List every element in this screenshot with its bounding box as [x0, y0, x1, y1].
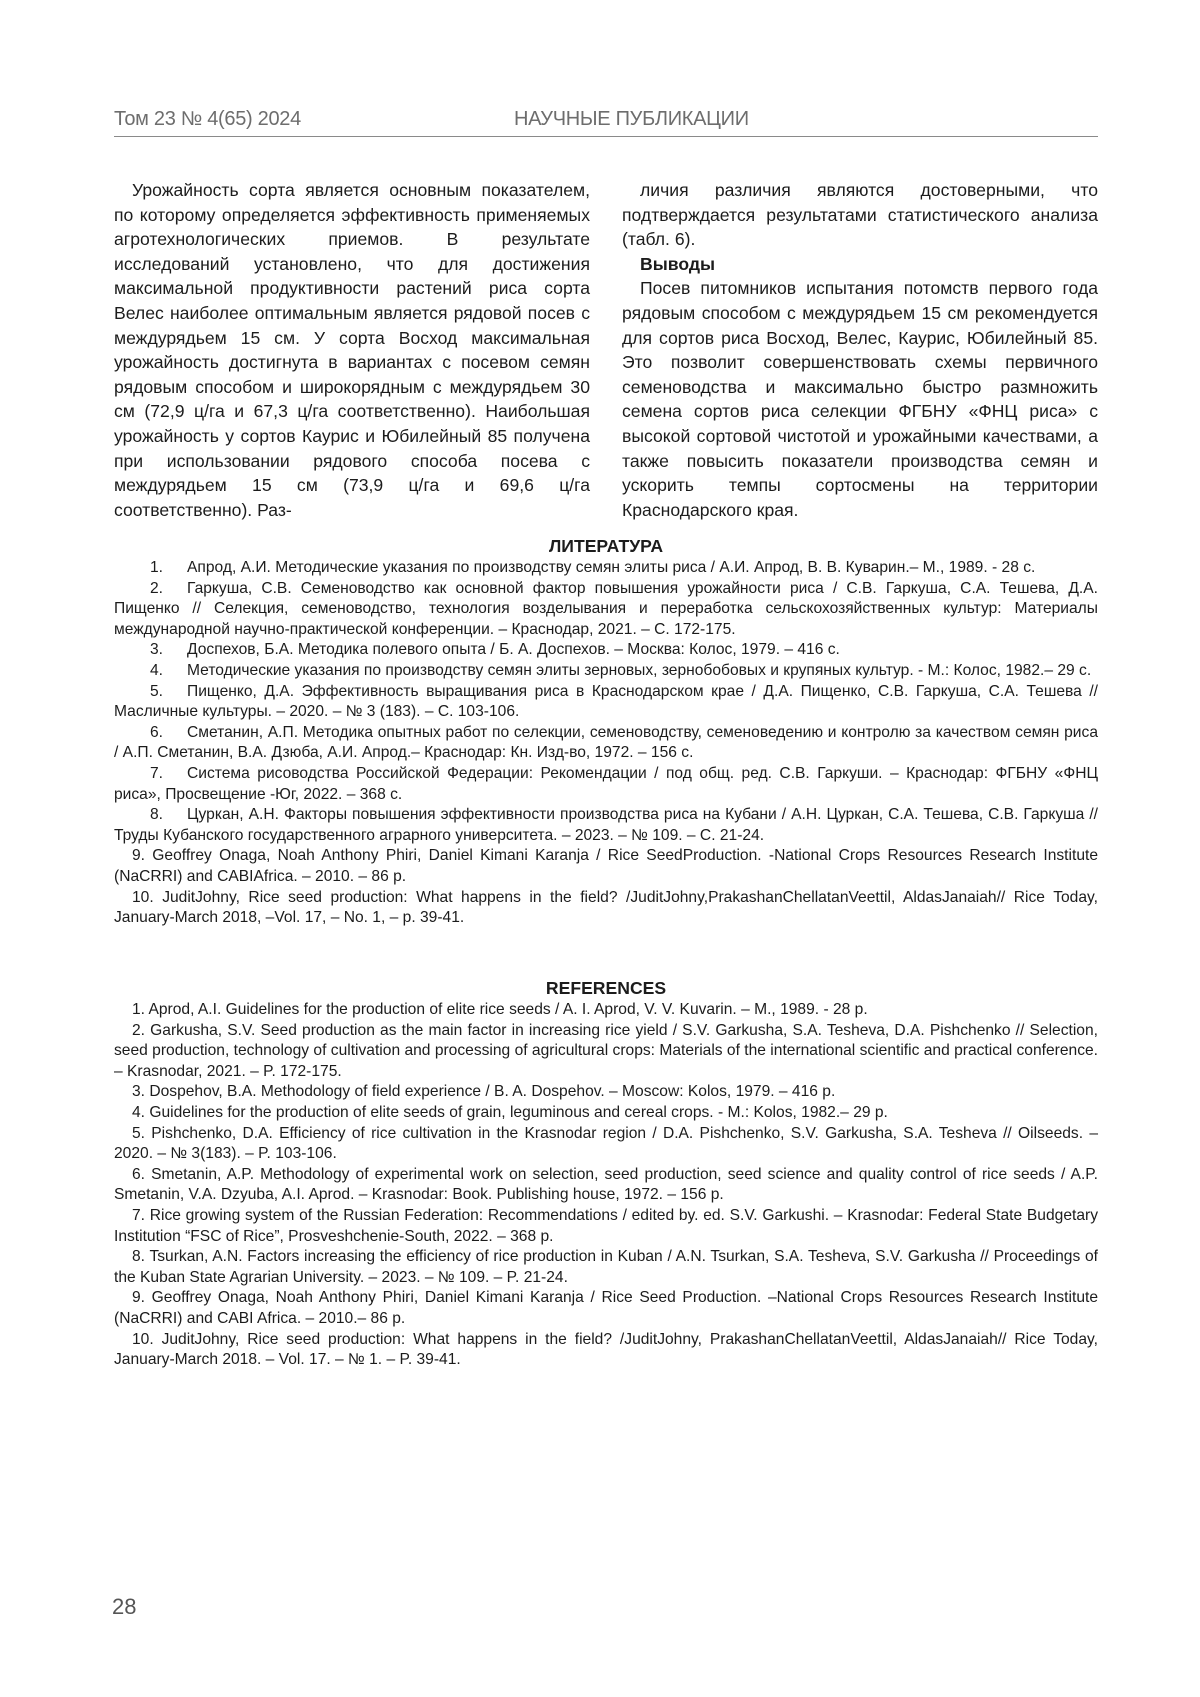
literature-item-number: 2.	[150, 579, 164, 597]
literature-item-text: Гаркуша, С.В. Семеноводство как основной фактор повышения урожайности риса / С.В. Гаркуша, С.А. Тешева, Д.А. Пищенко // Селекция, семеноводство, технология возделывания и переработка сельскохозяйственных культур: Материалы международной научно-практической конференции. – Краснодар, 2021. – С. 172-175.	[114, 579, 1098, 638]
literature-item-number: 6.	[150, 723, 164, 741]
literature-item-text: Сметанин, А.П. Методика опытных работ по селекции, семеноводству, семеноведению и контролю за качеством семян риса / А.П. Сметанин, В.А. Дзюба, А.И. Апрод.– Краснодар: Кн. Изд-во, 1972. – 156 с.	[114, 723, 1098, 762]
reference-item: 1. Aprod, A.I. Guidelines for the production of elite rice seeds / A. I. Aprod, V. V. Kuvarin. – M., 1989. - 28 p.	[132, 1001, 868, 1018]
literature-item-text: Система рисоводства Российской Федерации: Рекомендации / под общ. ред. С.В. Гаркуши. – Краснодар: ФГБНУ «ФНЦ риса», Просвещение -Юг, 2022. – 368 с.	[114, 764, 1098, 803]
literature-item	[114, 579, 1098, 641]
reference-item: 9. Geoffrey Onaga, Noah Anthony Phiri, Daniel Kimani Karanja / Rice Seed Production. –National Crops Resources Research Institute (NaCRRI) and CABI Africa. – 2010.– 86 p.	[114, 1289, 1098, 1327]
yield-paragraph: Урожайность сорта является основным показателем, по которому определяется эффективность применяемых агротехнологических приемов. В результате исследований установлено, что для достижения максимальной продуктивности растений риса сорта Велес наиболее оптимальным является рядовой посев с междурядьем 15 см. У сорта Восход максимальная урожайность достигнута в вариантах с посевом семян рядовым способом и широкорядным с междурядьем 30 см (72,9 ц/га и 67,3 ц/га соответственно). Наибольшая урожайность у сортов Каурис и Юбилейный 85 получена при использовании рядового способа посева с междурядьем 15 см (73,9 ц/га и 69,6 ц/га соответственно). Раз-	[114, 180, 590, 520]
literature-section	[114, 535, 1098, 929]
literature-item	[114, 640, 1098, 661]
literature-item	[114, 846, 1098, 887]
literature-item-text: Цуркан, А.Н. Факторы повышения эффективности производства риса на Кубани / А.Н. Цуркан, С.А. Тешева, С.В. Гаркуша // Труды Кубанского государственного аграрного университета. – 2023. – № 109. – С. 21-24.	[114, 806, 1098, 844]
references-list	[114, 1000, 1098, 1371]
literature-item	[114, 764, 1098, 805]
reference-item: 8. Tsurkan, A.N. Factors increasing the efficiency of rice production in Kuban / A.N. Tsurkan, S.A. Tesheva, S.V. Garkusha // Proceedings of the Kuban State Agrarian University. – 2023. – № 109. – P. 21-24.	[114, 1248, 1098, 1286]
literature-item	[114, 682, 1098, 723]
references-section	[114, 977, 1098, 1371]
literature-heading: ЛИТЕРАТУРА	[548, 536, 664, 556]
literature-item	[114, 558, 1098, 579]
reference-item: 7. Rice growing system of the Russian Federation: Recommendations / edited by. ed. S.V. Garkushi. – Krasnodar: Federal State Budgetary Institution “FSC of Rice”, Prosveshchenie-South, 2022. – 368 p.	[114, 1206, 1098, 1245]
reference-item: 2. Garkusha, S.V. Seed production as the main factor in increasing rice yield / S.V. Garkusha, S.A. Tesheva, D.A. Pishchenko // Selection, seed production, technology of cultivation and processing of agricultural crops: Materials of the international scientific and practical conference. – Krasnodar, 2021. – P. 172-175.	[114, 1021, 1098, 1080]
literature-item-number: 1.	[150, 559, 164, 576]
literature-item	[114, 723, 1098, 764]
reference-item: 10. JuditJohny, Rice seed production: What happens in the field? /JuditJohny, PrakashanChellatanVeettil, AldasJanaiah// Rice Today, January-March 2018. – Vol. 17. – № 1. – P. 39-41.	[114, 1330, 1098, 1369]
journal-section: НАУЧНЫЕ ПУБЛИКАЦИИ	[514, 108, 749, 130]
literature-item-text: Методические указания по производству семян элиты зерновых, зернобобовых и крупяных культур. - М.: Колос, 1982.– 29 с.	[187, 661, 1092, 679]
page-number: 28	[112, 1594, 137, 1619]
literature-item-text: Апрод, А.И. Методические указания по производству семян элиты риса / А.И. Апрод, В. В. Куварин.– М., 1989. - 28 с.	[187, 559, 1036, 576]
literature-item-text: 10. JuditJohny, Rice seed production: What happens in the field? /JuditJohny,PrakashanChellatanVeettil, AldasJanaiah// Rice Today, January-March 2018, –Vol. 17, – No. 1, – p. 39-41.	[114, 888, 1098, 927]
conclusions-heading: Выводы	[640, 253, 716, 274]
literature-item-number: 7.	[150, 764, 164, 782]
reference-item: 4. Guidelines for the production of elite seeds of grain, leguminous and cereal crops. - M.: Kolos, 1982.– 29 p.	[132, 1103, 888, 1121]
reference-item: 5. Pishchenko, D.A. Efficiency of rice cultivation in the Krasnodar region / D.A. Pishchenko, S.V. Garkusha, S.A. Tesheva // Oilseeds. – 2020. – № 3(183). – P. 103-106.	[114, 1124, 1098, 1163]
body-columns	[114, 178, 1098, 522]
conclusions-paragraph: Посев питомников испытания потомств первого года рядовым способом с междурядьем 15 см рекомендуется для сортов риса Восход, Велес, Каурис, Юбилейный 85. Это позволит совершенствовать схемы первичного семеноводства и максимально быстро размножить семена сортов риса селекции ФГБНУ «ФНЦ риса» с высокой сортовой чистотой и урожайными качествами, а также повысить показатели производства семян и ускорить темпы сортосмены на территории Краснодарского края.	[622, 278, 1098, 520]
literature-item-text: 9. Geoffrey Onaga, Noah Anthony Phiri, Daniel Kimani Karanja / Rice SeedProduction. -National Crops Resources Research Institute (NaCRRI) and CABIAfrica. – 2010. – 86 p.	[114, 847, 1098, 885]
literature-list	[114, 558, 1098, 929]
right-column	[622, 178, 1098, 522]
running-header	[114, 104, 1098, 137]
literature-item-text: Пищенко, Д.А. Эффективность выращивания риса в Краснодарском крае / Д.А. Пищенко, С.В. Гаркуша, С.А. Тешева // Масличные культуры. – 2020. – № 3 (183). – С. 103-106.	[114, 682, 1098, 721]
literature-item	[114, 805, 1098, 846]
journal-issue: Том 23 № 4(65) 2024	[114, 108, 301, 130]
reference-item: 6. Smetanin, A.P. Methodology of experimental work on selection, seed production, seed science and quality control of rice seeds / A.P. Smetanin, V.A. Dzyuba, A.I. Aprod. – Krasnodar: Book. Publishing house, 1972. – 156 p.	[114, 1165, 1098, 1204]
left-column	[114, 178, 590, 522]
literature-item-number: 5.	[150, 682, 164, 700]
reference-item: 3. Dospehov, B.A. Methodology of field experience / B. A. Dospehov. – Moscow: Kolos, 1979. – 416 p.	[132, 1083, 836, 1101]
continuation-paragraph: личия различия являются достоверными, что подтверждается результатами статистического анализа (табл. 6).	[622, 180, 1098, 250]
literature-item	[114, 888, 1098, 929]
references-heading: REFERENCES	[545, 978, 667, 998]
literature-item	[114, 661, 1098, 682]
literature-item-number: 8.	[150, 806, 164, 824]
literature-item-number: 3.	[150, 641, 164, 659]
literature-item-number: 4.	[150, 661, 164, 679]
literature-item-text: Доспехов, Б.А. Методика полевого опыта / Б. А. Доспехов. – Москва: Колос, 1979. – 416 с.	[187, 641, 840, 659]
